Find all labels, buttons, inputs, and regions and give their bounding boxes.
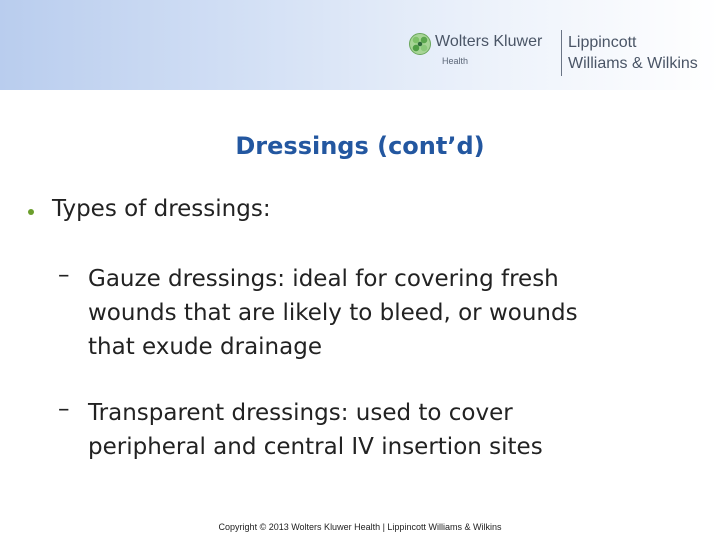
bullet-text: Types of dressings: [52, 196, 271, 222]
sub-bullet-text [88, 396, 543, 464]
sub-bullet-line: that exude drainage [88, 334, 322, 360]
partner-name [568, 32, 698, 74]
slide-title: Dressings (cont’d) [235, 132, 485, 160]
dash-marker: – [58, 396, 70, 422]
sub-bullet-text [88, 262, 578, 364]
sub-bullet-line: Transparent dressings: used to cover [88, 400, 513, 426]
sub-bullet-line: Gauze dressings: ideal for covering fresh [88, 266, 559, 292]
logo-divider [561, 30, 562, 76]
wolters-kluwer-globe-icon [409, 33, 431, 55]
copyright-footer: Copyright © 2013 Wolters Kluwer Health | Lippincott Williams & Wilkins [218, 522, 502, 532]
dash-marker: – [58, 262, 70, 288]
publisher-logo [404, 28, 720, 80]
sub-bullet-line: peripheral and central IV insertion sites [88, 434, 543, 460]
partner-name-line2: Williams & Wilkins [568, 55, 698, 72]
brand-name: Wolters Kluwer [435, 33, 543, 50]
sub-bullet-line: wounds that are likely to bleed, or wounds [88, 300, 578, 326]
bullet-dot-icon [28, 209, 34, 215]
partner-name-line1: Lippincott [568, 34, 637, 51]
brand-subtitle: Health [442, 56, 469, 66]
